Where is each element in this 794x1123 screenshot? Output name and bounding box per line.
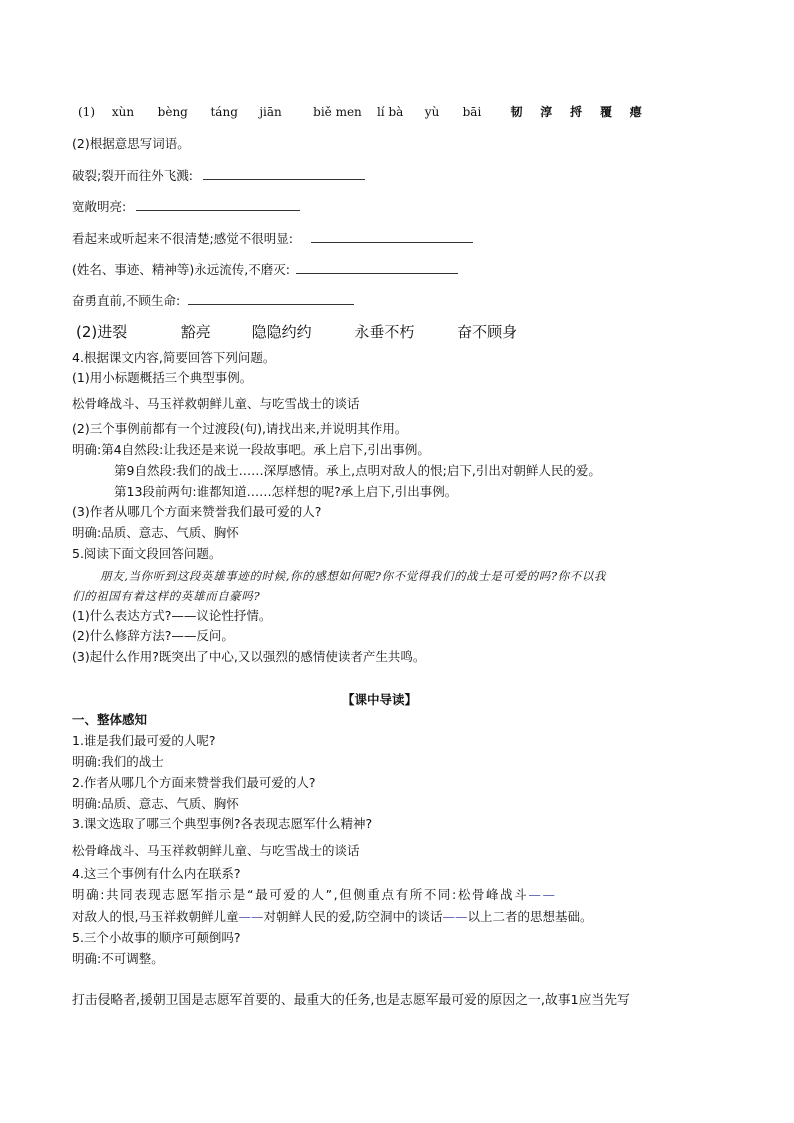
pinyin-char: 捋 [570, 105, 583, 119]
guide-question: 5.三个小故事的顺序可颠倒吗? [72, 930, 241, 945]
q5-passage-line: 朋友,当你听到这段英雄事迹的时候,你的感想如何呢?你不觉得我们的战士是可爱的吗?你不以我 [100, 569, 607, 583]
answers-row [76, 322, 517, 342]
q4-sub3-answer: 明确:品质、意志、气质、胸怀 [72, 525, 239, 540]
pinyin-row [78, 104, 656, 120]
pinyin-item: biě men [313, 105, 362, 119]
guide-question: 3.课文选取了哪三个典型事例?各表现志愿军什么精神? [72, 816, 373, 831]
part-title: 一、整体感知 [72, 712, 148, 727]
section-title: 【课中导读】 [342, 692, 418, 707]
dash: —— [442, 909, 468, 924]
pinyin-item: bāi [462, 105, 482, 119]
pinyin-item: bèng [157, 105, 188, 119]
guide-answer-text: 以上二者的思想基础。 [467, 909, 593, 924]
q4-sub1: (1)用小标题概括三个典型事例。 [72, 370, 253, 385]
pinyin-item: táng [210, 105, 238, 119]
definition-line [72, 231, 473, 247]
answer-blank[interactable] [136, 199, 300, 211]
guide-answer: 松骨峰战斗、马玉祥救朝鲜儿童、与吃雪战士的谈话 [72, 843, 360, 858]
definition-text: 破裂;裂开而往外飞溅: [72, 168, 193, 183]
definition-text: 奋勇直前,不顾生命: [72, 293, 181, 308]
pinyin-char: 淳 [540, 105, 553, 119]
answer-word: 豁亮 [180, 323, 211, 341]
closing-paragraph: 打击侵略者,援朝卫国是志愿军首要的、最重大的任务,也是志愿军最可爱的原因之一,故事1应当先写 [72, 993, 630, 1008]
definition-line [72, 262, 458, 278]
q2-heading: (2)根据意思写词语。 [72, 136, 190, 151]
answer-word: 隐隐约约 [251, 323, 312, 341]
q5-sub2: (2)什么修辞方法?——反问。 [72, 628, 234, 643]
guide-question: 2.作者从哪几个方面来赞誉我们最可爱的人? [72, 775, 316, 790]
pinyin-item: jiān [259, 105, 282, 119]
q4-answer-line: 第9自然段:我们的战士……深厚感情。承上,点明对敌人的恨;启下,引出对朝鲜人民的爱。 [114, 463, 601, 478]
q5-sub1: (1)什么表达方式?——议论性抒情。 [72, 608, 272, 623]
definition-text: (姓名、事迹、精神等)永远流传,不磨灭: [72, 262, 290, 277]
definition-line [72, 293, 354, 309]
guide-answer: 明确:不可调整。 [72, 951, 164, 966]
dash: —— [528, 887, 557, 902]
q4-sub3: (3)作者从哪几个方面来赞誉我们最可爱的人? [72, 504, 322, 519]
guide-answer-text: 对敌人的恨,马玉祥救朝鲜儿童 [72, 909, 239, 924]
pinyin-item: lí bà [376, 105, 404, 119]
answer-blank[interactable] [188, 293, 354, 305]
answer-blank[interactable] [296, 262, 458, 274]
guide-question: 1.谁是我们最可爱的人呢? [72, 733, 216, 748]
definition-line [72, 168, 365, 184]
answer-word: (2)进裂 [76, 323, 128, 341]
guide-question: 4.这三个事例有什么内在联系? [72, 866, 241, 881]
q4-answer-line: 第13段前两句:谁都知道……怎样想的呢?承上启下,引出事例。 [114, 484, 458, 499]
q4-heading: 4.根据课文内容,简要回答下列问题。 [72, 350, 276, 365]
q4-sub1-answer: 松骨峰战斗、马玉祥救朝鲜儿童、与吃雪战士的谈话 [72, 396, 360, 411]
definition-text: 宽敞明亮: [72, 199, 127, 214]
guide-answer: 明确:我们的战士 [72, 754, 164, 769]
pinyin-char: 瘪 [629, 105, 642, 119]
guide-answer-text: 明确:共同表现志愿军指示是“最可爱的人”,但侧重点有所不同:松骨峰战斗 [72, 887, 529, 902]
pinyin-number: (1) [78, 105, 95, 119]
guide-answer: 明确:品质、意志、气质、胸怀 [72, 796, 239, 811]
guide-answer-text: 对朝鲜人民的爱,防空洞中的谈话 [263, 909, 443, 924]
answer-word: 奋不顾身 [457, 323, 518, 341]
guide-answer [72, 887, 557, 903]
dash: —— [238, 909, 264, 924]
definition-text: 看起来或听起来不很清楚;感觉不很明显: [72, 231, 293, 246]
q5-sub3: (3)起什么作用?既突出了中心,又以强烈的感情使读者产生共鸣。 [72, 649, 426, 664]
q4-sub2: (2)三个事例前都有一个过渡段(句),请找出来,并说明其作用。 [72, 421, 408, 436]
answer-word: 永垂不朽 [354, 323, 415, 341]
q5-heading: 5.阅读下面文段回答问题。 [72, 546, 222, 561]
answer-blank[interactable] [203, 168, 365, 180]
q5-passage-line: 们的祖国有着这样的英雄而自豪吗? [72, 589, 261, 603]
pinyin-char: 覆 [599, 105, 612, 119]
definition-line [72, 199, 300, 215]
pinyin-item: yù [424, 105, 440, 119]
answer-blank[interactable] [311, 231, 473, 243]
pinyin-item: xùn [111, 105, 135, 119]
guide-answer [72, 909, 592, 925]
q4-answer-line: 明确:第4自然段:让我还是来说一段故事吧。承上启下,引出事例。 [72, 442, 430, 457]
pinyin-char: 韧 [510, 105, 523, 119]
